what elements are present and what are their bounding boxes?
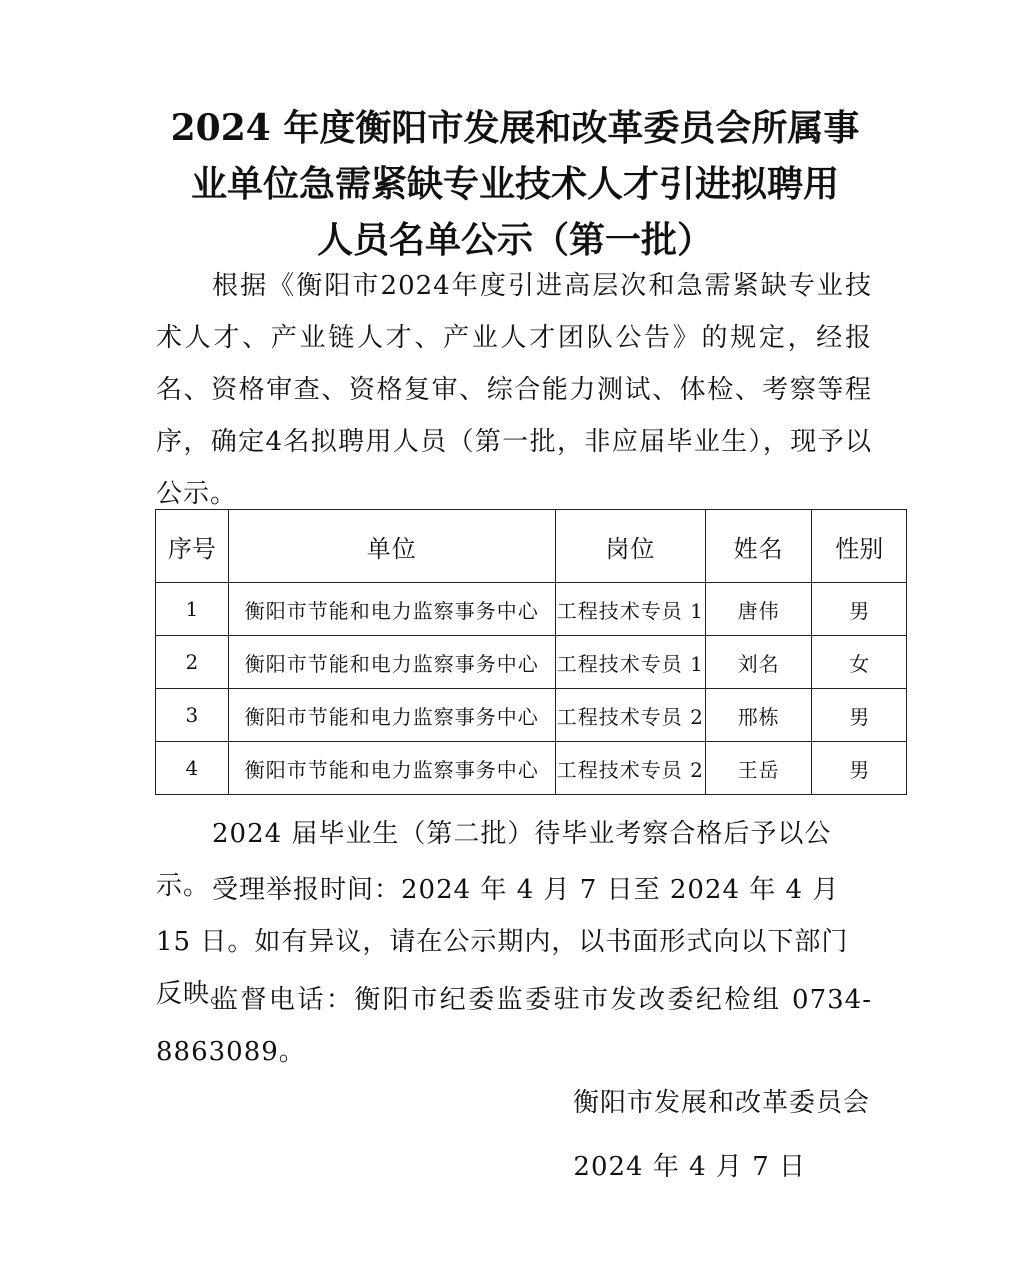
table-row xyxy=(156,636,907,689)
cell-seq: 2 xyxy=(156,636,229,689)
cell-gender: 男 xyxy=(812,583,907,636)
report-period-paragraph: 受理举报时间：2024 年 4 月 7 日至 2024 年 4 月 15 日。如有异议，请在公示期内，以书面形式向以下部门反映。 xyxy=(156,875,849,1009)
second-batch-note: 2024 届毕业生（第二批）待毕业考察合格后予以公示。 xyxy=(156,819,832,901)
header-post: 岗位 xyxy=(555,510,705,583)
cell-post: 工程技术专员 1 xyxy=(555,583,705,636)
table-row xyxy=(156,583,907,636)
cell-unit: 衡阳市节能和电力监察事务中心 xyxy=(228,689,555,742)
cell-unit: 衡阳市节能和电力监察事务中心 xyxy=(228,636,555,689)
title-line-1: 2024 年度衡阳市发展和改革委员会所属事 xyxy=(170,107,860,149)
cell-seq: 1 xyxy=(156,583,229,636)
cell-post: 工程技术专员 2 xyxy=(555,689,705,742)
cell-unit: 衡阳市节能和电力监察事务中心 xyxy=(228,742,555,795)
cell-name: 刘名 xyxy=(705,636,811,689)
cell-name: 邢栋 xyxy=(705,689,811,742)
cell-gender: 男 xyxy=(812,742,907,795)
cell-seq: 4 xyxy=(156,742,229,795)
header-name: 姓名 xyxy=(705,510,811,583)
title-line-3: 人员名单公示（第一批） xyxy=(316,219,713,261)
cell-post: 工程技术专员 2 xyxy=(555,742,705,795)
intro-paragraph: 根据《衡阳市2024年度引进高层次和急需紧缺专业技术人才、产业链人才、产业人才团队公告》的规定，经报名、资格审查、资格复审、综合能力测试、体检、考察等程序，确定4名拟聘用人员（第一批，非应届毕业生），现予以公示。 xyxy=(156,271,872,509)
cell-seq: 3 xyxy=(156,689,229,742)
cell-gender: 女 xyxy=(812,636,907,689)
table-row xyxy=(156,689,907,742)
header-seq: 序号 xyxy=(156,510,229,583)
cell-post: 工程技术专员 1 xyxy=(555,636,705,689)
document-title xyxy=(120,100,910,268)
cell-name: 唐伟 xyxy=(705,583,811,636)
cell-unit: 衡阳市节能和电力监察事务中心 xyxy=(228,583,555,636)
table-row xyxy=(156,742,907,795)
cell-gender: 男 xyxy=(812,689,907,742)
header-gender: 性别 xyxy=(812,510,907,583)
signature-organization: 衡阳市发展和改革委员会 xyxy=(572,1088,870,1118)
title-line-2: 业单位急需紧缺专业技术人才引进拟聘用 xyxy=(190,163,839,205)
candidate-table xyxy=(155,509,907,795)
table-header-row xyxy=(156,510,907,583)
cell-name: 王岳 xyxy=(705,742,811,795)
signature-date: 2024 年 4 月 7 日 xyxy=(573,1152,806,1182)
supervision-phone-paragraph: 监督电话：衡阳市纪委监委驻市发改委纪检组 0734-8863089。 xyxy=(156,985,872,1067)
header-unit: 单位 xyxy=(228,510,555,583)
